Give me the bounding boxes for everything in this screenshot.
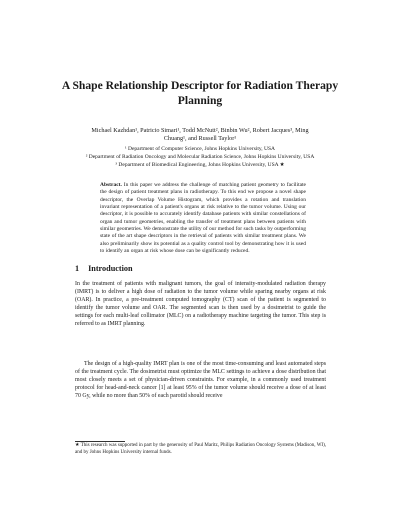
affiliation-2: ² Department of Radiation Oncology and Molecular Radiation Science, Johns Hopkins University, USA <box>85 153 315 160</box>
affiliation-list <box>72 146 328 170</box>
abstract-text: In this paper we address the challenge of matching patient geometry to facilitate the design of patient treatment plans in radiotherapy. To this end we propose a novel shape descriptor, the Overlap Volume Histogram, which provides a rotation and translation invariant representation of a patient's organs at risk relative to the tumor volume. Using our descriptor, it is possible to accurately identify database patients with similar constellations of organ and tumor geometries, enabling the transfer of treatment plans between patients with similar geometries. We demonstrate the utility of our method for such tasks by outperforming state of the art shape descriptors in the retrieval of patients with similar treatment plans. We also preliminarily show its potential as a quality control tool by demonstrating how it is used to identify an organ at risk whose dose can be significantly reduced. <box>100 182 307 255</box>
paper-title: A Shape Relationship Descriptor for Radiation Therapy Planning <box>61 79 339 107</box>
abstract-label: Abstract. <box>100 182 122 188</box>
abstract <box>100 182 306 255</box>
section-heading <box>75 264 133 274</box>
section-title: Introduction <box>88 264 133 273</box>
body-paragraph-2: The design of a high-quality IMRT plan is one of the most time-consuming and least automated steps of the treatment cycle. The dosimetrist must optimize the MLC settings to achieve a dose distribution that most closely meets a set of physician-driven constraints. For example, in a commonly used treatment protocol for head-and-neck cancer [1] at least 95% of the tumor volume should receive a dose of at least 70 Gy, while no more than 50% of each parotid should receive <box>75 361 326 399</box>
author-list: Michael Kazhdan¹, Patricio Simari¹, Todd McNutt², Binbin Wu², Robert Jacques³, Ming Chuang¹, and Russell Taylor¹ <box>91 127 309 143</box>
body-paragraph-1: In the treatment of patients with malignant tumors, the goal of intensity-modulated radiation therapy (IMRT) is to deliver a high dose of radiation to the tumor volume while sparing nearby organs at risk (OAR). In practice, a pre-treatment computed tomography (CT) scan of the patient is segmented to identify the tumor volume and OAR. The segmented scan is then used by a dosimetrist to guide the settings for each multi-leaf collimator (MLC) on a radiotherapy machine targeting the tumor. This step is referred to as IMRT planning. <box>75 281 326 327</box>
footnote-rule <box>75 441 125 442</box>
section-number: 1 <box>75 264 80 273</box>
footnote: ★ This research was supported in part by the generosity of Paul Maritz, Philips Radiation Oncology Systems (Madison, WI), and by Johns Hopkins University internal funds. <box>75 443 326 455</box>
affiliation-1: ¹ Department of Computer Science, Johns Hopkins University, USA <box>124 146 276 152</box>
affiliation-3: ³ Department of Biomedical Engineering, Johns Hopkins University, USA ★ <box>115 161 285 168</box>
